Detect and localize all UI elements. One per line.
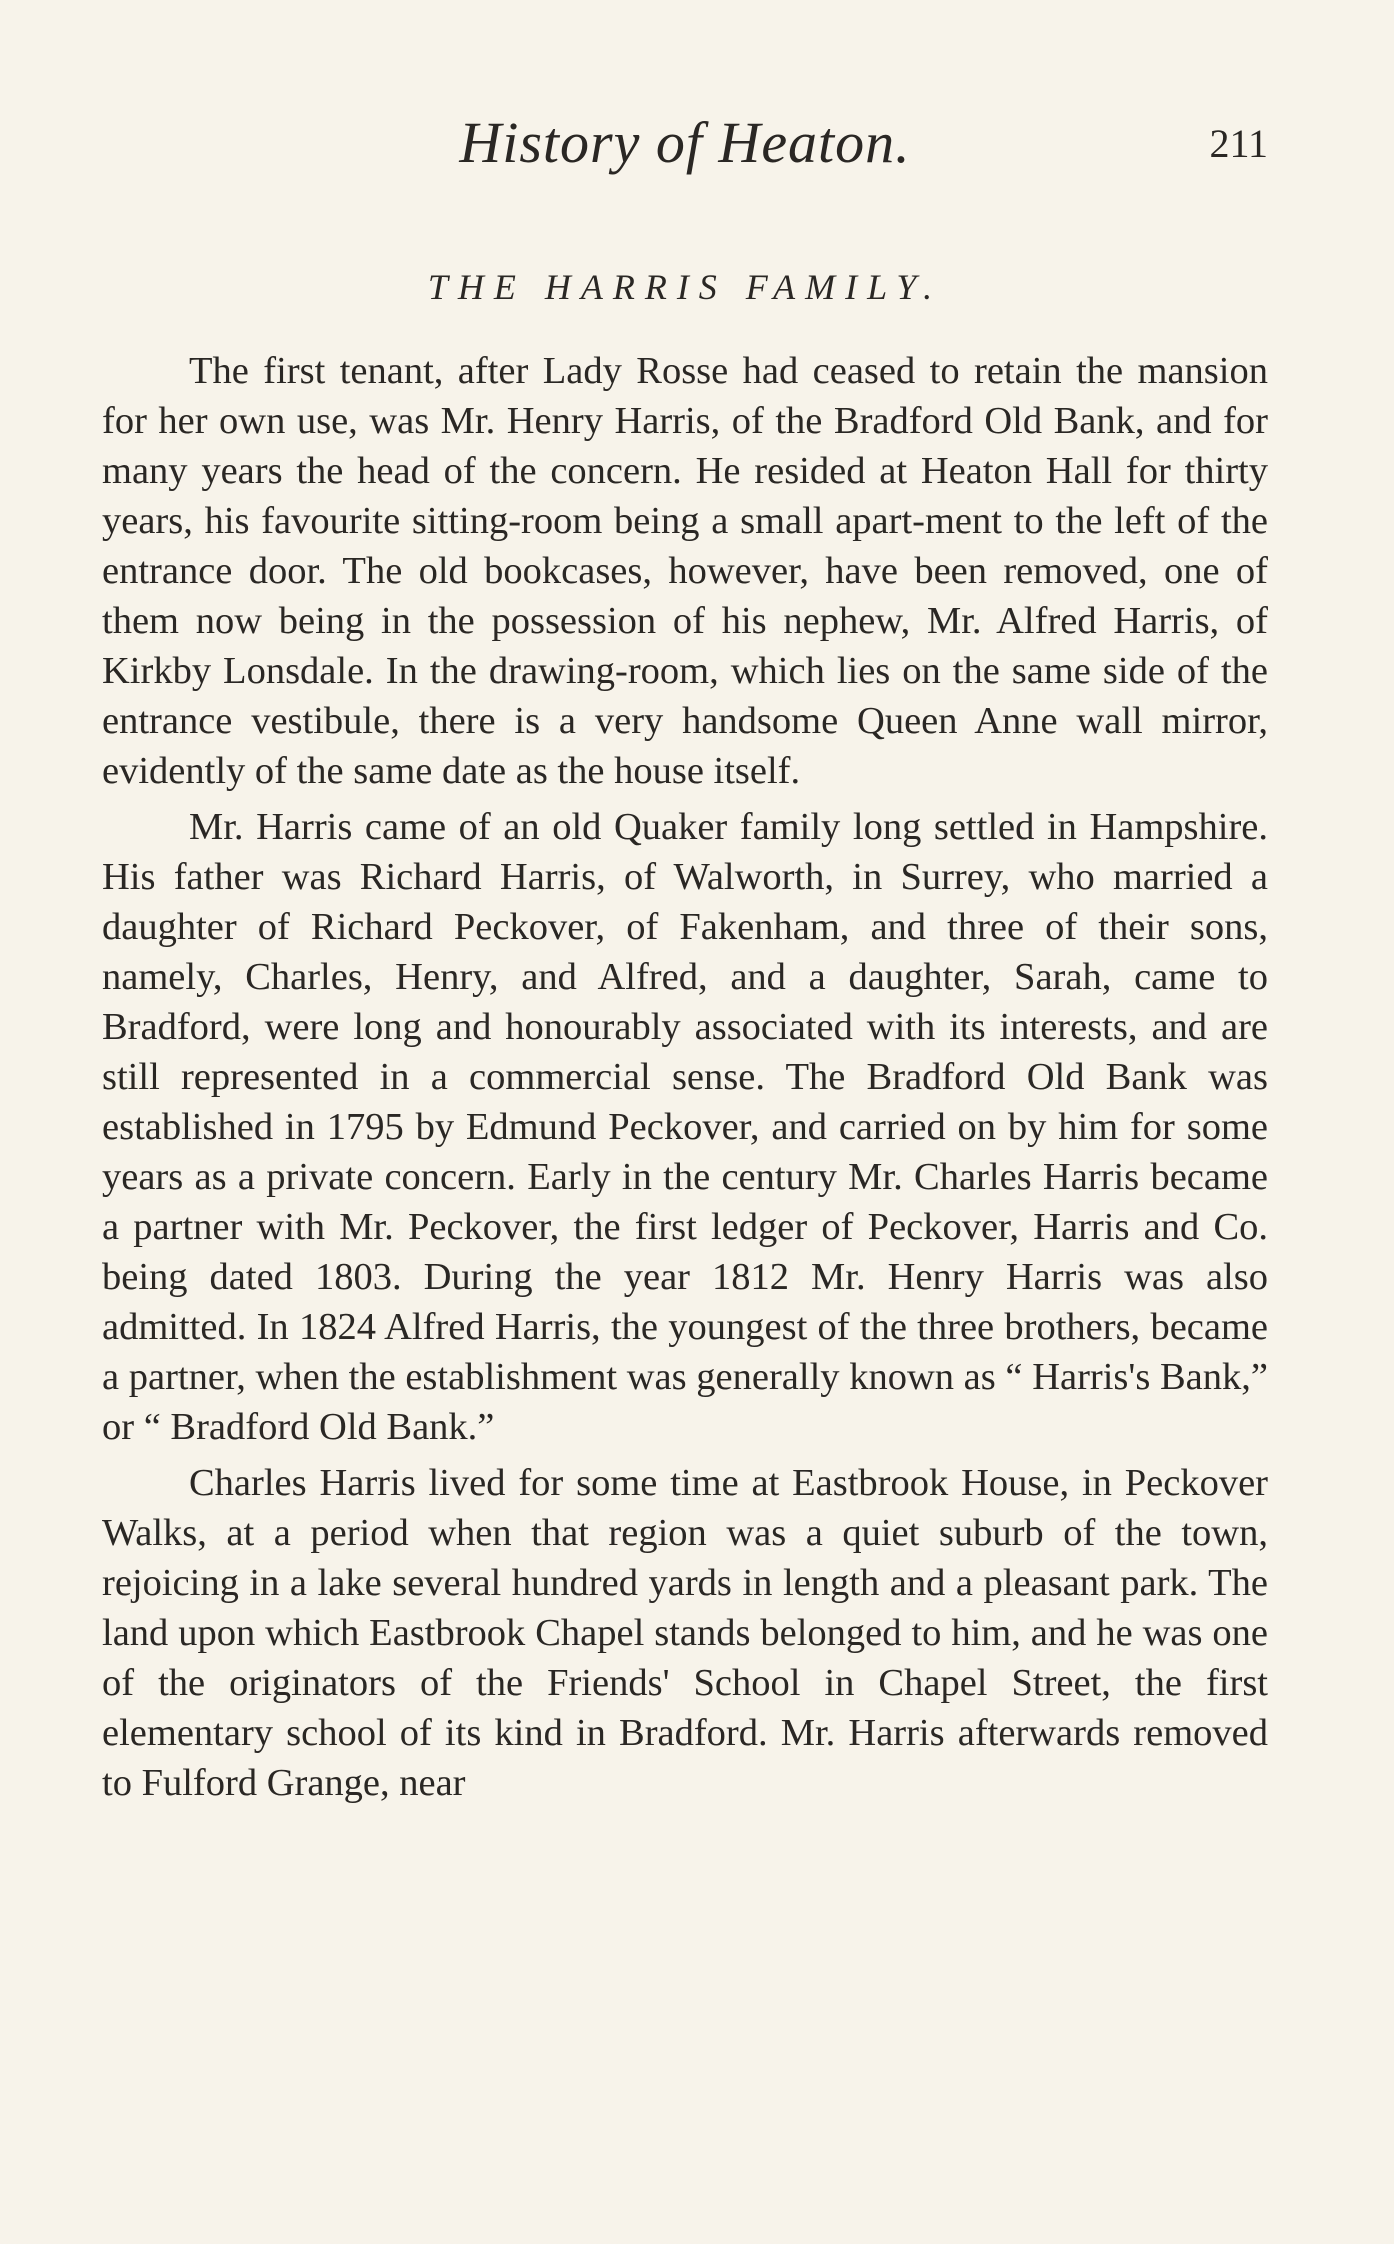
running-header: [102, 108, 1268, 178]
paragraph: Charles Harris lived for some time at Eastbrook House, in Peckover Walks, at a period when that region was a quiet suburb of the town, rejoicing in a lake several hundred yards in length and a pleasant park. The land upon which Eastbrook Chapel stands belonged to him, and he was one of the originators of the Friends' School in Chapel Street, the first elementary school of its kind in Bradford. Mr. Harris afterwards removed to Fulford Grange, near: [102, 1462, 1268, 1804]
page-number: 211: [1209, 121, 1268, 166]
body-text: [102, 346, 1268, 1808]
section-heading: THE HARRIS FAMILY.: [427, 267, 943, 307]
paragraph: The first tenant, after Lady Rosse had ceased to retain the mansion for her own use, was Mr. Henry Harris, of the Bradford Old Bank, and for many years the head of the concern. He resided at Heaton Hall for thirty years, his favourite sitting-room being a small apart-ment to the left of the entrance door. The old bookcases, however, have been removed, one of them now being in the possession of his nephew, Mr. Alfred Harris, of Kirkby Lonsdale. In the drawing-room, which lies on the same side of the entrance vestibule, there is a very handsome Queen Anne wall mirror, evidently of the same date as the house itself.: [102, 350, 1268, 792]
running-title: History of Heaton.: [459, 110, 911, 175]
paragraph: Mr. Harris came of an old Quaker family long settled in Hampshire. His father was Richard Harris, of Walworth, in Surrey, who married a daughter of Richard Peckover, of Fakenham, and three of their sons, namely, Charles, Henry, and Alfred, and a daughter, Sarah, came to Bradford, were long and honourably associated with its interests, and are still represented in a commercial sense. The Bradford Old Bank was established in 1795 by Edmund Peckover, and carried on by him for some years as a private concern. Early in the century Mr. Charles Harris became a partner with Mr. Peckover, the first ledger of Peckover, Harris and Co. being dated 1803. During the year 1812 Mr. Henry Harris was also admitted. In 1824 Alfred Harris, the youngest of the three brothers, became a partner, when the establishment was generally known as “ Harris's Bank,” or “ Bradford Old Bank.”: [102, 806, 1268, 1448]
book-page: [102, 0, 1268, 2244]
